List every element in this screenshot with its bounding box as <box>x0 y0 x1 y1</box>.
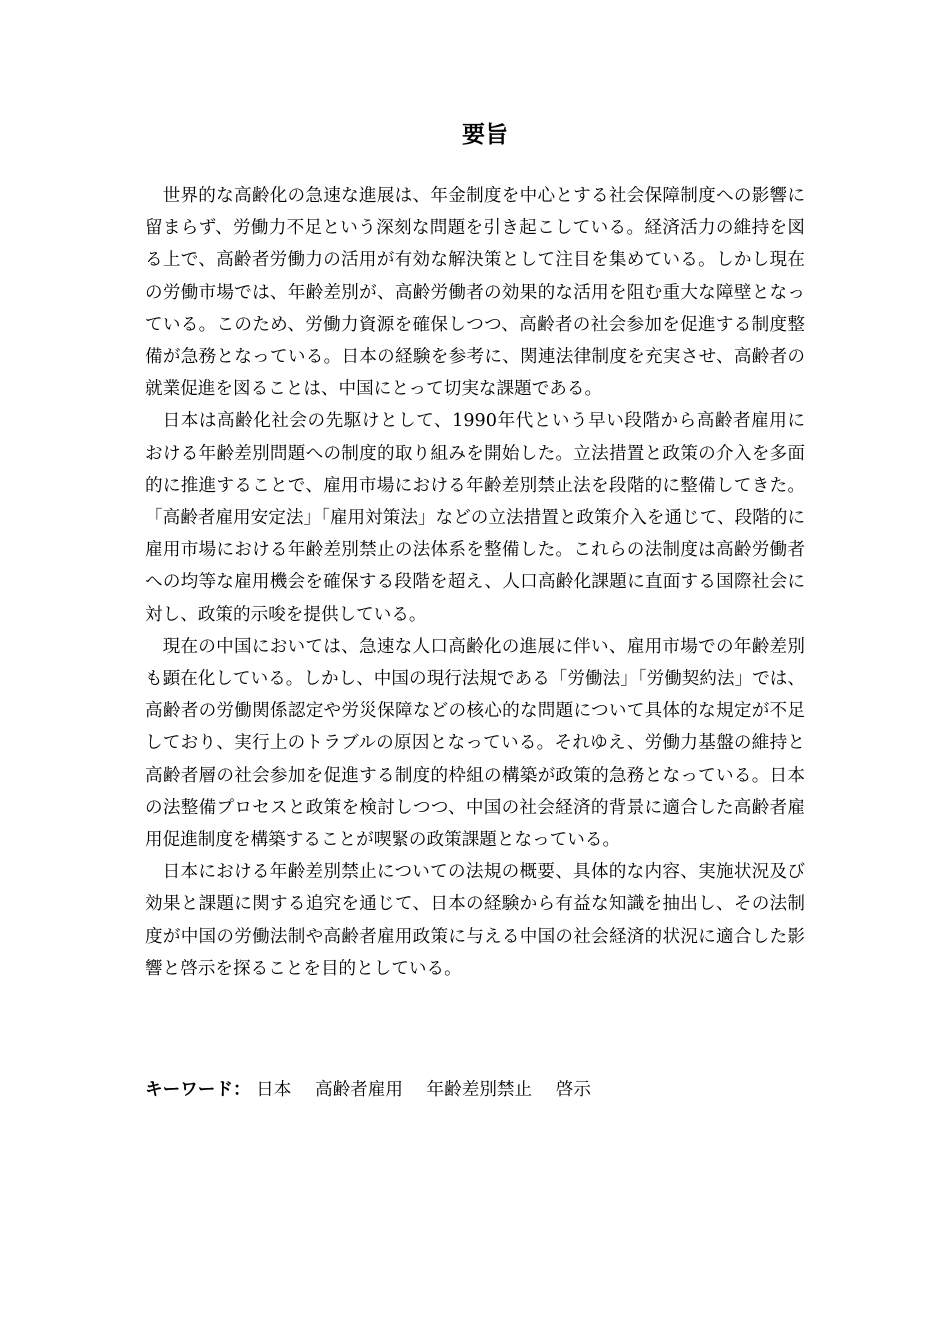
abstract-title: 要旨 <box>462 121 508 148</box>
abstract-paragraph-3: 現在の中国においては、急速な人口高齢化の進展に伴い、雇用市場での年齢差別も顕在化している。しかし、中国の現行法規である「労働法」「労働契約法」では、高齢者の労働関係認定や労災保障などの核心的な問題について具体的な規定が不足しており、実行上のトラブルの原因となっている。それゆえ、労働力基盤の維持と高齢者層の社会参加を促進する制度的枠組の構築が政策的急務となっている。日本の法整備プロセスと政策を検討しつつ、中国の社会経済的背景に適合した高齢者雇用促進制度を構築することが喫緊の政策課題となっている。 <box>145 636 805 851</box>
abstract-paragraph-2: 日本は高齢化社会の先駆けとして、1990年代という早い段階から高齢者雇用における年齢差別問題への制度的取り組みを開始した。立法措置と政策の介入を多面的に推進することで、雇用市場における年齢差別禁止法を段階的に整備してきた。「高齢者雇用安定法」「雇用対策法」などの立法措置と政策介入を通じて、段階的に雇用市場における年齢差別禁止の法体系を整備した。これらの法制度は高齢労働者への均等な雇用機会を確保する段階を超え、人口高齢化課題に直面する国際社会に対し、政策的示唆を提供している。 <box>145 411 805 625</box>
keywords-line <box>145 1075 805 1105</box>
abstract-paragraph-1: 世界的な高齢化の急速な進展は、年金制度を中心とする社会保障制度への影響に留まらず、労働力不足という深刻な問題を引き起こしている。経済活力の維持を図る上で、高齢者労働力の活用が有効な解決策として注目を集めている。しかし現在の労働市場では、年齢差別が、高齢労働者の効果的な活用を阻む重大な障壁となっている。このため、労働力資源を確保しつつ、高齢者の社会参加を促進する制度整備が急務となっている。日本の経験を参考に、関連法律制度を充実させ、高齢者の就業促進を図ることは、中国にとって切実な課題である。 <box>145 186 805 400</box>
abstract-body <box>145 180 805 985</box>
abstract-paragraph-4: 日本における年齢差別禁止についての法規の概要、具体的な内容、実施状況及び効果と課題に関する追究を通じて、日本の経験から有益な知識を抽出し、その法制度が中国の労働法制や高齢者雇用政策に与える中国の社会経済的状況に適合した影響と啓示を探ることを目的としている。 <box>145 862 805 979</box>
keyword-item: 年齢差別禁止 <box>426 1080 533 1100</box>
keyword-item: 啓示 <box>555 1080 591 1100</box>
keyword-item: 日本 <box>256 1080 292 1100</box>
keyword-item: 高齢者雇用 <box>314 1080 403 1100</box>
keywords-label: キーワード： <box>145 1079 251 1100</box>
